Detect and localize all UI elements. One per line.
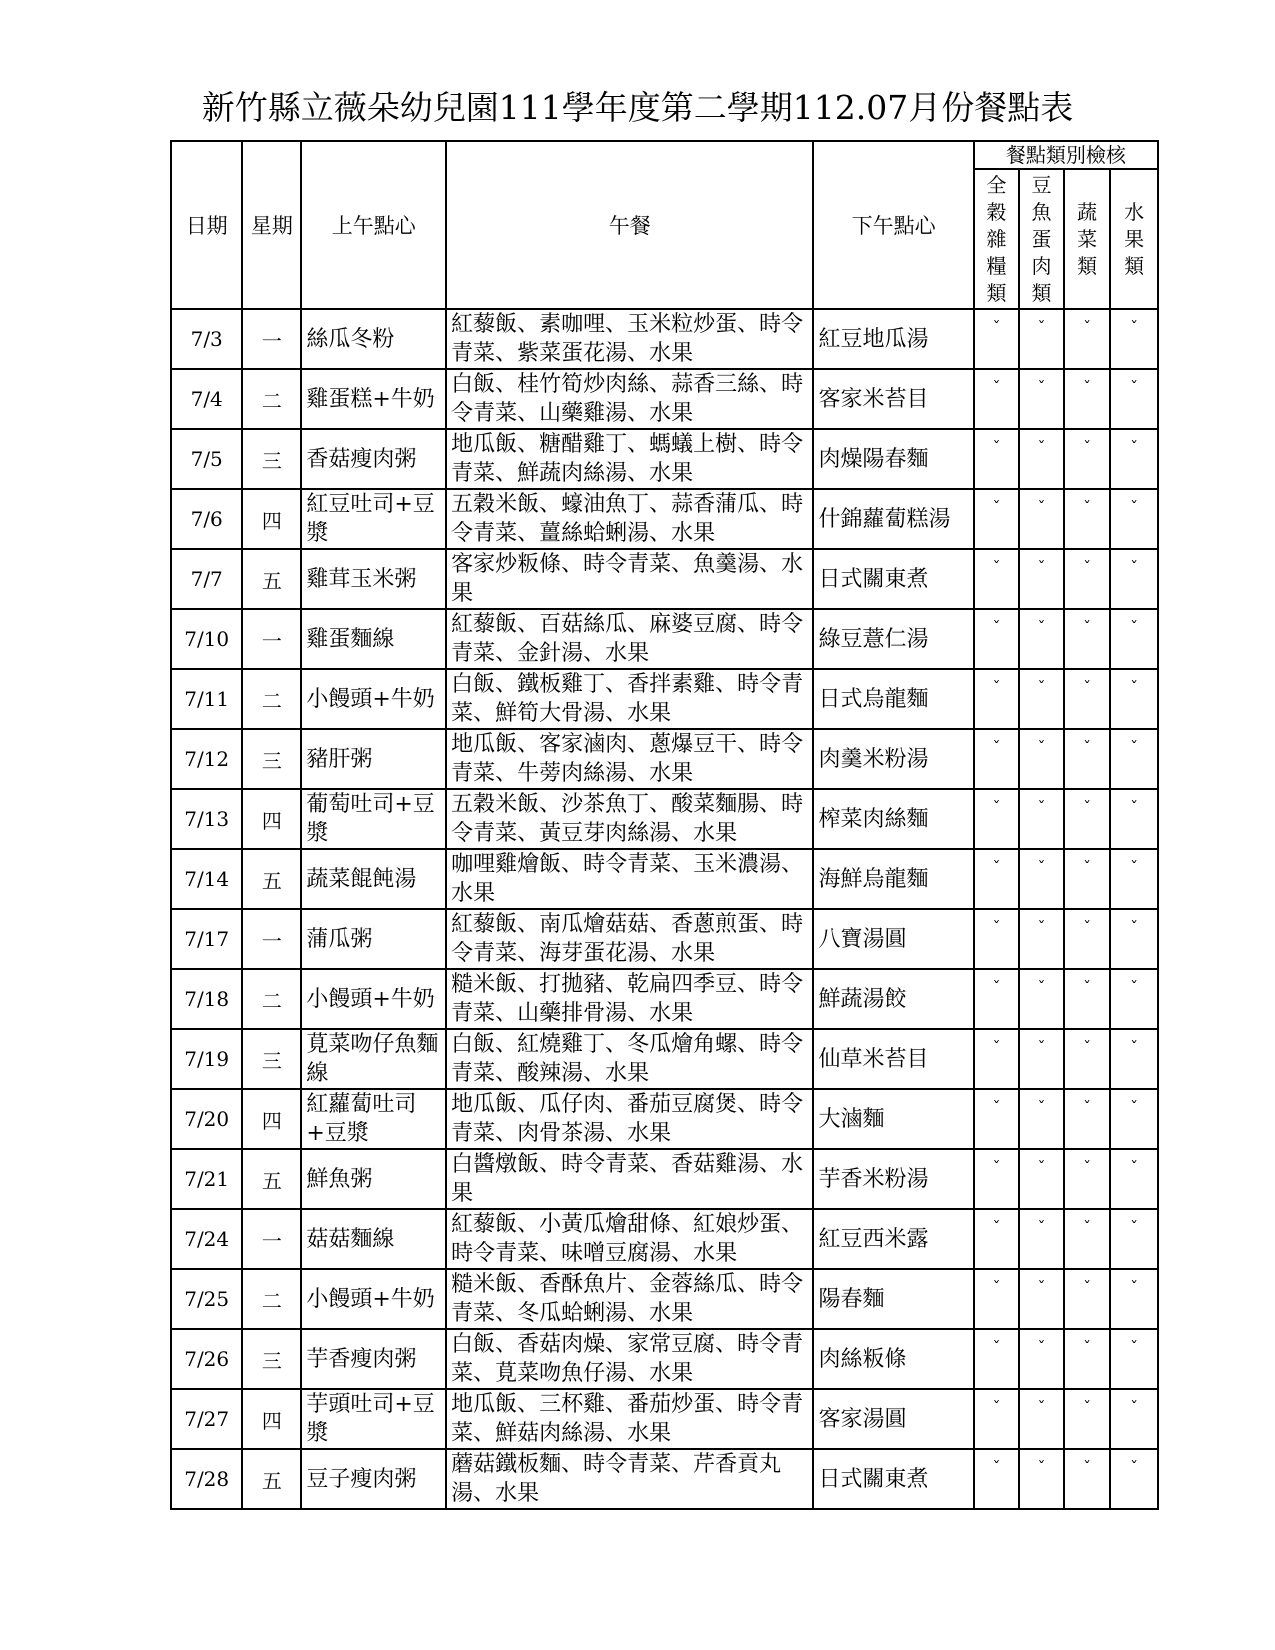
cell-afternoon-snack: 芋香米粉湯 (813, 1149, 973, 1209)
check-grains: ˇ (974, 909, 1020, 969)
check-protein: ˇ (1019, 1149, 1063, 1209)
cell-lunch: 紅藜飯、小黃瓜燴甜條、紅娘炒蛋、時令青菜、味噌豆腐湯、水果 (446, 1209, 813, 1269)
cell-date: 7/11 (171, 669, 242, 729)
table-row (171, 1329, 1158, 1389)
check-vegetables: ˇ (1064, 369, 1111, 429)
cell-date: 7/4 (171, 369, 242, 429)
cell-afternoon-snack: 什錦蘿蔔糕湯 (813, 489, 973, 549)
cell-lunch: 白醬燉飯、時令青菜、香菇雞湯、水果 (446, 1149, 813, 1209)
check-grains: ˇ (974, 549, 1020, 609)
cell-weekday: 三 (242, 429, 301, 489)
cell-morning-snack: 紅蘿蔔吐司+豆漿 (301, 1089, 446, 1149)
check-grains: ˇ (974, 1329, 1020, 1389)
cell-weekday: 三 (242, 1029, 301, 1089)
cell-date: 7/7 (171, 549, 242, 609)
table-row (171, 729, 1158, 789)
cell-morning-snack: 豆子瘦肉粥 (301, 1449, 446, 1509)
cell-date: 7/26 (171, 1329, 242, 1389)
check-protein: ˇ (1019, 1089, 1063, 1149)
check-grains: ˇ (974, 1089, 1020, 1149)
check-grains: ˇ (974, 489, 1020, 549)
cell-date: 7/27 (171, 1389, 242, 1449)
table-row (171, 1389, 1158, 1449)
check-grains: ˇ (974, 1029, 1020, 1089)
cell-afternoon-snack: 日式關東煮 (813, 1449, 973, 1509)
cell-morning-snack: 菇菇麵線 (301, 1209, 446, 1269)
check-protein: ˇ (1019, 849, 1063, 909)
cell-date: 7/28 (171, 1449, 242, 1509)
cell-weekday: 四 (242, 1089, 301, 1149)
cell-lunch: 咖哩雞燴飯、時令青菜、玉米濃湯、水果 (446, 849, 813, 909)
header-lunch: 午餐 (446, 141, 813, 309)
check-protein: ˇ (1019, 969, 1063, 1029)
cell-weekday: 二 (242, 969, 301, 1029)
cell-afternoon-snack: 綠豆薏仁湯 (813, 609, 973, 669)
check-vegetables: ˇ (1064, 909, 1111, 969)
check-vegetables: ˇ (1064, 549, 1111, 609)
cell-morning-snack: 小饅頭+牛奶 (301, 669, 446, 729)
header-check-fruit: 水 果 類 (1110, 169, 1158, 309)
check-fruit: ˇ (1110, 969, 1158, 1029)
cell-afternoon-snack: 肉羹米粉湯 (813, 729, 973, 789)
cell-weekday: 一 (242, 1209, 301, 1269)
header-check-protein: 豆 魚 蛋 肉 類 (1019, 169, 1063, 309)
cell-morning-snack: 蔬菜餛飩湯 (301, 849, 446, 909)
cell-weekday: 二 (242, 669, 301, 729)
check-grains: ˇ (974, 789, 1020, 849)
cell-weekday: 四 (242, 489, 301, 549)
check-grains: ˇ (974, 1389, 1020, 1449)
cell-afternoon-snack: 海鮮烏龍麵 (813, 849, 973, 909)
table-row (171, 1209, 1158, 1269)
check-fruit: ˇ (1110, 1209, 1158, 1269)
cell-morning-snack: 蒲瓜粥 (301, 909, 446, 969)
cell-afternoon-snack: 鮮蔬湯餃 (813, 969, 973, 1029)
header-check-vegetables: 蔬 菜 類 (1064, 169, 1111, 309)
cell-afternoon-snack: 日式關東煮 (813, 549, 973, 609)
check-protein: ˇ (1019, 1329, 1063, 1389)
check-fruit: ˇ (1110, 1029, 1158, 1089)
cell-morning-snack: 豬肝粥 (301, 729, 446, 789)
table-row (171, 489, 1158, 549)
cell-afternoon-snack: 紅豆地瓜湯 (813, 309, 973, 369)
cell-morning-snack: 雞茸玉米粥 (301, 549, 446, 609)
meal-table (170, 140, 1159, 1510)
check-grains: ˇ (974, 729, 1020, 789)
table-row (171, 1029, 1158, 1089)
check-protein: ˇ (1019, 1449, 1063, 1509)
check-vegetables: ˇ (1064, 1029, 1111, 1089)
cell-date: 7/10 (171, 609, 242, 669)
check-fruit: ˇ (1110, 1449, 1158, 1509)
check-vegetables: ˇ (1064, 1329, 1111, 1389)
cell-date: 7/5 (171, 429, 242, 489)
check-vegetables: ˇ (1064, 429, 1111, 489)
check-fruit: ˇ (1110, 609, 1158, 669)
check-vegetables: ˇ (1064, 789, 1111, 849)
check-fruit: ˇ (1110, 309, 1158, 369)
cell-afternoon-snack: 榨菜肉絲麵 (813, 789, 973, 849)
cell-morning-snack: 小饅頭+牛奶 (301, 969, 446, 1029)
cell-date: 7/20 (171, 1089, 242, 1149)
cell-lunch: 地瓜飯、瓜仔肉、番茄豆腐煲、時令青菜、肉骨茶湯、水果 (446, 1089, 813, 1149)
cell-date: 7/3 (171, 309, 242, 369)
check-fruit: ˇ (1110, 489, 1158, 549)
check-protein: ˇ (1019, 489, 1063, 549)
page-title: 新竹縣立薇朵幼兒園111學年度第二學期112.07月份餐點表 (201, 88, 1074, 127)
check-grains: ˇ (974, 1449, 1020, 1509)
check-vegetables: ˇ (1064, 309, 1111, 369)
cell-weekday: 一 (242, 309, 301, 369)
cell-morning-snack: 絲瓜冬粉 (301, 309, 446, 369)
cell-lunch: 客家炒粄條、時令青菜、魚羹湯、水果 (446, 549, 813, 609)
cell-lunch: 糙米飯、打拋豬、乾扁四季豆、時令青菜、山藥排骨湯、水果 (446, 969, 813, 1029)
check-fruit: ˇ (1110, 1329, 1158, 1389)
cell-lunch: 五穀米飯、沙茶魚丁、酸菜麵腸、時令青菜、黃豆芽肉絲湯、水果 (446, 789, 813, 849)
check-fruit: ˇ (1110, 849, 1158, 909)
check-protein: ˇ (1019, 789, 1063, 849)
cell-date: 7/12 (171, 729, 242, 789)
cell-afternoon-snack: 大滷麵 (813, 1089, 973, 1149)
cell-afternoon-snack: 陽春麵 (813, 1269, 973, 1329)
cell-afternoon-snack: 肉絲粄條 (813, 1329, 973, 1389)
check-protein: ˇ (1019, 909, 1063, 969)
cell-lunch: 地瓜飯、糖醋雞丁、螞蟻上樹、時令青菜、鮮蔬肉絲湯、水果 (446, 429, 813, 489)
cell-date: 7/13 (171, 789, 242, 849)
check-grains: ˇ (974, 669, 1020, 729)
cell-morning-snack: 紅豆吐司+豆漿 (301, 489, 446, 549)
cell-lunch: 地瓜飯、客家滷肉、蔥爆豆干、時令青菜、牛蒡肉絲湯、水果 (446, 729, 813, 789)
table-row (171, 1449, 1158, 1509)
cell-weekday: 五 (242, 549, 301, 609)
check-fruit: ˇ (1110, 1269, 1158, 1329)
check-fruit: ˇ (1110, 369, 1158, 429)
check-vegetables: ˇ (1064, 1449, 1111, 1509)
cell-date: 7/19 (171, 1029, 242, 1089)
cell-lunch: 地瓜飯、三杯雞、番茄炒蛋、時令青菜、鮮菇肉絲湯、水果 (446, 1389, 813, 1449)
cell-weekday: 三 (242, 729, 301, 789)
check-fruit: ˇ (1110, 909, 1158, 969)
cell-lunch: 蘑菇鐵板麵、時令青菜、芹香貢丸湯、水果 (446, 1449, 813, 1509)
check-grains: ˇ (974, 1269, 1020, 1329)
cell-lunch: 五穀米飯、蠔油魚丁、蒜香蒲瓜、時令青菜、薑絲蛤蜊湯、水果 (446, 489, 813, 549)
table-row (171, 429, 1158, 489)
cell-lunch: 白飯、桂竹筍炒肉絲、蒜香三絲、時令青菜、山藥雞湯、水果 (446, 369, 813, 429)
check-fruit: ˇ (1110, 1089, 1158, 1149)
cell-lunch: 紅藜飯、南瓜燴菇菇、香蔥煎蛋、時令青菜、海芽蛋花湯、水果 (446, 909, 813, 969)
check-protein: ˇ (1019, 1029, 1063, 1089)
cell-weekday: 一 (242, 909, 301, 969)
table-row (171, 309, 1158, 369)
header-check-grains: 全 穀 雜 糧 類 (974, 169, 1020, 309)
cell-weekday: 三 (242, 1329, 301, 1389)
table-row (171, 849, 1158, 909)
check-grains: ˇ (974, 369, 1020, 429)
check-grains: ˇ (974, 309, 1020, 369)
cell-morning-snack: 葡萄吐司+豆漿 (301, 789, 446, 849)
cell-date: 7/17 (171, 909, 242, 969)
check-vegetables: ˇ (1064, 489, 1111, 549)
table-row (171, 909, 1158, 969)
table-row (171, 1149, 1158, 1209)
check-grains: ˇ (974, 969, 1020, 1029)
cell-lunch: 白飯、香菇肉燥、家常豆腐、時令青菜、莧菜吻魚仔湯、水果 (446, 1329, 813, 1389)
cell-weekday: 五 (242, 1449, 301, 1509)
cell-lunch: 白飯、鐵板雞丁、香拌素雞、時令青菜、鮮筍大骨湯、水果 (446, 669, 813, 729)
cell-afternoon-snack: 肉燥陽春麵 (813, 429, 973, 489)
cell-weekday: 二 (242, 1269, 301, 1329)
table-row (171, 1089, 1158, 1149)
check-fruit: ˇ (1110, 789, 1158, 849)
check-protein: ˇ (1019, 729, 1063, 789)
check-vegetables: ˇ (1064, 969, 1111, 1029)
check-vegetables: ˇ (1064, 669, 1111, 729)
cell-weekday: 二 (242, 369, 301, 429)
table-row (171, 969, 1158, 1029)
cell-weekday: 五 (242, 1149, 301, 1209)
header-morning-snack: 上午點心 (301, 141, 446, 309)
cell-lunch: 紅藜飯、百菇絲瓜、麻婆豆腐、時令青菜、金針湯、水果 (446, 609, 813, 669)
cell-date: 7/25 (171, 1269, 242, 1329)
check-protein: ˇ (1019, 1389, 1063, 1449)
table-row (171, 669, 1158, 729)
check-vegetables: ˇ (1064, 729, 1111, 789)
check-vegetables: ˇ (1064, 1209, 1111, 1269)
check-vegetables: ˇ (1064, 1149, 1111, 1209)
cell-afternoon-snack: 八寶湯圓 (813, 909, 973, 969)
cell-morning-snack: 雞蛋麵線 (301, 609, 446, 669)
cell-weekday: 五 (242, 849, 301, 909)
cell-morning-snack: 芋頭吐司+豆漿 (301, 1389, 446, 1449)
cell-afternoon-snack: 紅豆西米露 (813, 1209, 973, 1269)
cell-morning-snack: 鮮魚粥 (301, 1149, 446, 1209)
header-check-group: 餐點類別檢核 (974, 141, 1158, 169)
check-grains: ˇ (974, 609, 1020, 669)
check-vegetables: ˇ (1064, 1269, 1111, 1329)
check-protein: ˇ (1019, 429, 1063, 489)
cell-date: 7/18 (171, 969, 242, 1029)
cell-afternoon-snack: 仙草米苔目 (813, 1029, 973, 1089)
check-fruit: ˇ (1110, 1149, 1158, 1209)
check-fruit: ˇ (1110, 1389, 1158, 1449)
check-protein: ˇ (1019, 309, 1063, 369)
check-grains: ˇ (974, 849, 1020, 909)
header-weekday: 星期 (242, 141, 301, 309)
header-afternoon-snack: 下午點心 (813, 141, 973, 309)
cell-morning-snack: 香菇瘦肉粥 (301, 429, 446, 489)
table-row (171, 609, 1158, 669)
cell-date: 7/14 (171, 849, 242, 909)
check-vegetables: ˇ (1064, 1089, 1111, 1149)
cell-weekday: 四 (242, 1389, 301, 1449)
cell-afternoon-snack: 客家湯圓 (813, 1389, 973, 1449)
check-protein: ˇ (1019, 549, 1063, 609)
cell-afternoon-snack: 日式烏龍麵 (813, 669, 973, 729)
table-row (171, 789, 1158, 849)
cell-weekday: 四 (242, 789, 301, 849)
cell-date: 7/24 (171, 1209, 242, 1269)
check-protein: ˇ (1019, 1269, 1063, 1329)
check-fruit: ˇ (1110, 549, 1158, 609)
cell-date: 7/6 (171, 489, 242, 549)
cell-morning-snack: 莧菜吻仔魚麵線 (301, 1029, 446, 1089)
cell-morning-snack: 小饅頭+牛奶 (301, 1269, 446, 1329)
cell-lunch: 紅藜飯、素咖哩、玉米粒炒蛋、時令青菜、紫菜蛋花湯、水果 (446, 309, 813, 369)
check-fruit: ˇ (1110, 729, 1158, 789)
check-vegetables: ˇ (1064, 1389, 1111, 1449)
cell-lunch: 白飯、紅燒雞丁、冬瓜燴角螺、時令青菜、酸辣湯、水果 (446, 1029, 813, 1089)
check-protein: ˇ (1019, 1209, 1063, 1269)
check-grains: ˇ (974, 1209, 1020, 1269)
table-row (171, 549, 1158, 609)
check-protein: ˇ (1019, 609, 1063, 669)
check-vegetables: ˇ (1064, 609, 1111, 669)
check-grains: ˇ (974, 429, 1020, 489)
cell-afternoon-snack: 客家米苔目 (813, 369, 973, 429)
check-fruit: ˇ (1110, 669, 1158, 729)
check-protein: ˇ (1019, 369, 1063, 429)
check-vegetables: ˇ (1064, 849, 1111, 909)
cell-weekday: 一 (242, 609, 301, 669)
table-row (171, 369, 1158, 429)
check-fruit: ˇ (1110, 429, 1158, 489)
check-grains: ˇ (974, 1149, 1020, 1209)
check-protein: ˇ (1019, 669, 1063, 729)
cell-morning-snack: 雞蛋糕+牛奶 (301, 369, 446, 429)
cell-date: 7/21 (171, 1149, 242, 1209)
cell-lunch: 糙米飯、香酥魚片、金蓉絲瓜、時令青菜、冬瓜蛤蜊湯、水果 (446, 1269, 813, 1329)
table-row (171, 1269, 1158, 1329)
header-date: 日期 (171, 141, 242, 309)
cell-morning-snack: 芋香瘦肉粥 (301, 1329, 446, 1389)
